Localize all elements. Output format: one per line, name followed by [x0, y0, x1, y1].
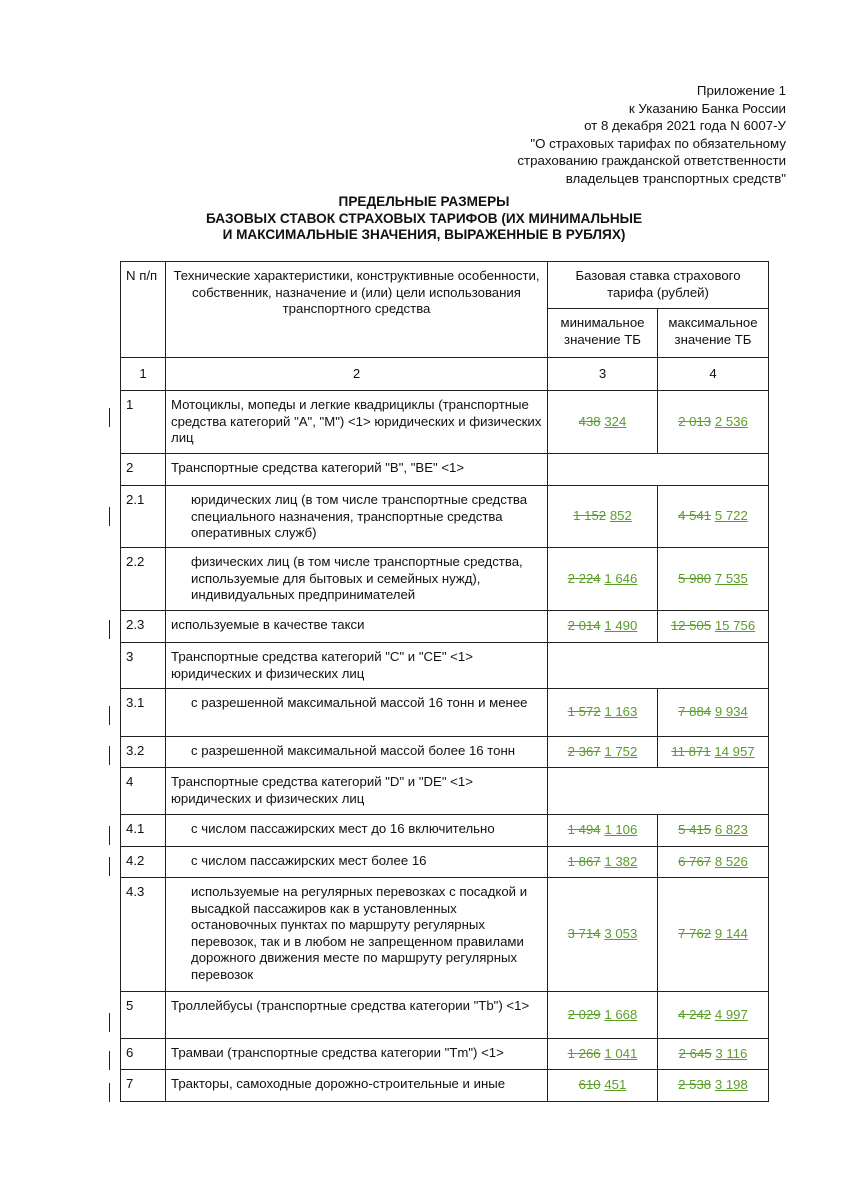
min-value [548, 992, 658, 1039]
change-marker [109, 1051, 110, 1070]
old-value: 610 [578, 1077, 601, 1093]
max-value [658, 1039, 769, 1070]
old-value: 5 980 [678, 570, 712, 586]
min-value [548, 689, 658, 737]
table-row [121, 737, 769, 768]
row-number: 6 [121, 1039, 166, 1070]
min-value [548, 391, 658, 454]
header-max: максимальное значение ТБ [658, 309, 769, 358]
table-row [121, 992, 769, 1039]
table-row [121, 643, 769, 689]
old-value: 1 867 [567, 853, 601, 869]
row-description: используемые на регулярных перевозках с посадкой и высадкой пассажиров как в установленных остановочных пунктах по маршруту регулярных перевозок, так и в любом не запрещенном правилами дорожного движения месте по маршруту регулярных перевозок [166, 878, 548, 992]
old-value: 7 884 [678, 704, 712, 720]
old-value: 1 572 [567, 704, 601, 720]
row-number: 4.1 [121, 815, 166, 847]
row-description: физических лиц (в том числе транспортные средства, используемые для бытовых и семейных нужд), индивидуальных предпринимателей [166, 548, 548, 611]
old-value: 6 767 [678, 853, 712, 869]
max-value [658, 737, 769, 768]
header-num: N п/п [121, 262, 166, 358]
table-row [121, 1039, 769, 1070]
numbering-cell: 3 [548, 358, 658, 391]
title-line: И МАКСИМАЛЬНЫЕ ЗНАЧЕНИЯ, ВЫРАЖЕННЫЕ В РУБЛЯХ) [222, 227, 626, 242]
old-value: 2 538 [678, 1077, 712, 1093]
row-number: 3.2 [121, 737, 166, 768]
old-value: 11 871 [671, 743, 711, 759]
row-number: 3.1 [121, 689, 166, 737]
change-marker [109, 857, 110, 876]
min-value [548, 1039, 658, 1070]
empty-cell [548, 768, 769, 815]
row-number: 5 [121, 992, 166, 1039]
table-row [121, 847, 769, 878]
change-marker [109, 1013, 110, 1032]
table-row [121, 548, 769, 611]
min-value [548, 548, 658, 611]
row-description: Троллейбусы (транспортные средства категории "Tb") <1> [166, 992, 548, 1039]
row-description: Трамваи (транспортные средства категории "Tm") <1> [166, 1039, 548, 1070]
row-description: с разрешенной максимальной массой более 16 тонн [166, 737, 548, 768]
new-value: 1 752 [604, 743, 638, 759]
appendix-line: страхованию гражданской ответственности [517, 153, 786, 168]
numbering-cell: 4 [658, 358, 769, 391]
change-marker [109, 826, 110, 845]
old-value: 2 645 [678, 1045, 712, 1061]
appendix-line: Приложение 1 [696, 83, 786, 98]
new-value: 15 756 [714, 618, 756, 634]
new-value: 451 [604, 1077, 627, 1093]
row-number: 4.3 [121, 878, 166, 992]
row-description: юридических лиц (в том числе транспортные средства специального назначения, транспортные средства оперативных служб) [166, 486, 548, 548]
row-number: 3 [121, 643, 166, 689]
row-number: 4.2 [121, 847, 166, 878]
table-row [121, 768, 769, 815]
max-value [658, 689, 769, 737]
new-value: 3 053 [604, 926, 638, 942]
row-number: 2.2 [121, 548, 166, 611]
max-value [658, 878, 769, 992]
appendix-header [517, 82, 786, 187]
table-row [121, 878, 769, 992]
row-number: 2 [121, 454, 166, 486]
new-value: 1 041 [604, 1045, 638, 1061]
max-value [658, 815, 769, 847]
new-value: 3 116 [715, 1045, 748, 1061]
title-line: ПРЕДЕЛЬНЫЕ РАЗМЕРЫ [338, 194, 510, 209]
min-value [548, 611, 658, 643]
title-line: БАЗОВЫХ СТАВОК СТРАХОВЫХ ТАРИФОВ (ИХ МИНИМАЛЬНЫЕ [205, 210, 643, 226]
max-value [658, 1070, 769, 1102]
min-value [548, 878, 658, 992]
new-value: 2 536 [714, 413, 748, 429]
old-value: 7 762 [678, 926, 712, 942]
row-description: с числом пассажирских мест до 16 включительно [166, 815, 548, 847]
old-value: 2 029 [567, 1006, 601, 1022]
change-marker [109, 507, 110, 526]
row-number: 2.1 [121, 486, 166, 548]
empty-cell [548, 454, 769, 486]
max-value [658, 847, 769, 878]
header-min: минимальное значение ТБ [548, 309, 658, 358]
new-value: 14 957 [714, 743, 755, 759]
old-value: 2 014 [567, 618, 601, 634]
new-value: 9 934 [714, 704, 748, 720]
row-number: 7 [121, 1070, 166, 1102]
old-value: 1 266 [567, 1045, 601, 1061]
old-value: 3 714 [567, 926, 601, 942]
max-value [658, 992, 769, 1039]
appendix-line: от 8 декабря 2021 года N 6007-У [584, 118, 786, 133]
row-description: Мотоциклы, мопеды и легкие квадрициклы (транспортные средства категорий "A", "M") <1> юридических и физических лиц [166, 391, 548, 454]
row-description: используемые в качестве такси [166, 611, 548, 643]
table-row [121, 391, 769, 454]
numbering-row [121, 358, 769, 391]
row-description: Транспортные средства категорий "B", "BE" <1> [166, 454, 548, 486]
header-desc: Технические характеристики, конструктивные особенности, собственник, назначение и (или) цели использования транспортного средства [166, 262, 548, 358]
document-title [0, 194, 848, 244]
old-value: 4 541 [678, 508, 712, 524]
row-description: Тракторы, самоходные дорожно-строительные и иные [166, 1070, 548, 1102]
min-value [548, 737, 658, 768]
change-marker [109, 1083, 110, 1102]
max-value [658, 391, 769, 454]
old-value: 12 505 [670, 618, 712, 634]
row-number: 2.3 [121, 611, 166, 643]
new-value: 3 198 [714, 1077, 748, 1093]
rates-table [120, 261, 769, 1102]
change-marker [109, 746, 110, 765]
numbering-cell: 2 [166, 358, 548, 391]
new-value: 6 823 [714, 822, 748, 838]
numbering-cell: 1 [121, 358, 166, 391]
new-value: 1 668 [604, 1006, 638, 1022]
old-value: 1 152 [573, 508, 607, 524]
min-value [548, 847, 658, 878]
old-value: 2 224 [567, 570, 601, 586]
row-number: 1 [121, 391, 166, 454]
new-value: 7 535 [714, 570, 748, 586]
row-number: 4 [121, 768, 166, 815]
max-value [658, 611, 769, 643]
row-description: Транспортные средства категорий "C" и "CE" <1> юридических и физических лиц [166, 643, 548, 689]
row-description: с числом пассажирских мест более 16 [166, 847, 548, 878]
table-row [121, 454, 769, 486]
change-marker [109, 408, 110, 427]
table-row [121, 1070, 769, 1102]
new-value: 1 163 [604, 704, 638, 720]
old-value: 2 013 [678, 413, 712, 429]
table-row [121, 815, 769, 847]
max-value [658, 486, 769, 548]
new-value: 5 722 [714, 508, 748, 524]
new-value: 1 646 [604, 570, 638, 586]
header-rate: Базовая ставка страхового тарифа (рублей) [548, 262, 769, 309]
header-row [121, 262, 769, 309]
new-value: 1 490 [604, 618, 638, 634]
table-row [121, 689, 769, 737]
appendix-line: "О страховых тарифах по обязательному [530, 135, 786, 151]
empty-cell [548, 643, 769, 689]
row-description: с разрешенной максимальной массой 16 тонн и менее [166, 689, 548, 737]
old-value: 4 242 [678, 1006, 712, 1022]
appendix-line: владельцев транспортных средств" [565, 170, 786, 186]
min-value [548, 815, 658, 847]
table-row [121, 611, 769, 643]
old-value: 438 [578, 413, 601, 429]
change-marker [109, 620, 110, 639]
change-marker [109, 706, 110, 725]
new-value: 1 382 [604, 853, 638, 869]
new-value: 4 997 [714, 1006, 748, 1022]
new-value: 324 [604, 413, 627, 429]
appendix-line: к Указанию Банка России [628, 100, 786, 116]
max-value [658, 548, 769, 611]
min-value [548, 1070, 658, 1102]
old-value: 1 494 [567, 822, 601, 838]
old-value: 2 367 [567, 743, 601, 759]
new-value: 9 144 [714, 926, 748, 942]
new-value: 1 106 [604, 822, 638, 838]
row-description: Транспортные средства категорий "D" и "DE" <1> юридических и физических лиц [166, 768, 548, 815]
table-row [121, 486, 769, 548]
new-value: 852 [609, 508, 632, 524]
old-value: 5 415 [678, 822, 712, 838]
min-value [548, 486, 658, 548]
new-value: 8 526 [714, 853, 748, 869]
